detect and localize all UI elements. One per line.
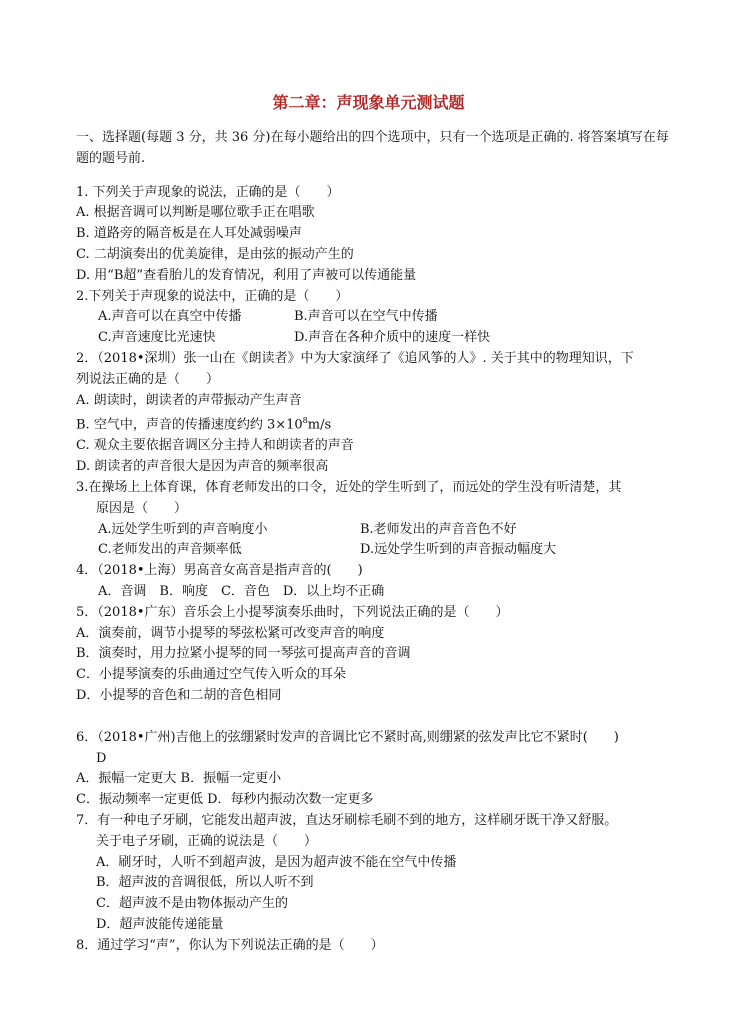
question-2a-option-b: B.声音可以在空气中传播: [294, 309, 438, 325]
question-3-option-c: C.老师发出的声音频率低: [98, 542, 242, 558]
question-4-options: A．音调 B．响度 C．音色 D．以上均不正确: [98, 584, 385, 600]
unit: m/s: [307, 417, 332, 433]
question-6-answer: D: [96, 750, 107, 766]
question-2b-stem-line1: 2．（2018•深圳）张一山在《朗读者》中为大家演绎了《追风筝的人》. 关于其中的物理知识，下: [76, 350, 634, 366]
question-1-stem: 1. 下列关于声现象的说法，正确的是（ ）: [76, 184, 340, 200]
page-title: 第二章：声现象单元测试题: [272, 93, 465, 112]
question-2b-stem-line2: 列说法正确的是（ ）: [76, 371, 220, 387]
question-4-stem: 4．（2018•上海）男高音女高音是指声音的( ): [76, 563, 363, 579]
question-1: [76, 183, 676, 287]
question-2b-option-b: [76, 411, 676, 436]
question-7-option-b: B．超声波的音调很低，所以人听不到: [96, 875, 314, 891]
question-4: [76, 561, 676, 603]
question-6-stem: 6．（2018•广州)吉他上的弦绷紧时发声的音调比它不紧时高,则绷紧的弦发声比它不紧时( ): [76, 729, 619, 745]
question-7: [76, 811, 676, 936]
question-7-option-d: D．超声波能传递能量: [96, 917, 224, 933]
question-3-stem-line1: 3.在操场上上体育课，体育老师发出的口令，近处的学生听到了，而远处的学生没有听清楚，其: [76, 480, 622, 496]
question-1-option-b: B. 道路旁的隔音板是在人耳处减弱噪声: [76, 226, 302, 242]
question-2b-option-c: C. 观众主要依据音调区分主持人和朗读者的声音: [76, 438, 354, 454]
question-5-option-c: C．小提琴演奏的乐曲通过空气传入听众的耳朵: [76, 667, 346, 683]
question-3-option-a: A.远处学生听到的声音响度小: [98, 521, 268, 537]
question-7-option-a: A．刷牙时，人听不到超声波，是因为超声波不能在空气中传播: [96, 854, 457, 870]
question-3-option-b: B.老师发出的声音音色不好: [360, 521, 517, 537]
question-2a-option-a: A.声音可以在真空中传播: [98, 309, 242, 325]
question-7-stem-line1: 7．有一种电子牙刷，它能发出超声波，直达牙刷棕毛刷不到的地方，这样刷牙既干净又舒服。: [76, 813, 618, 829]
question-8: [76, 936, 676, 957]
question-8-stem: 8．通过学习“声”，你认为下列说法正确的是（ ）: [76, 937, 384, 953]
question-1-option-d: D. 用“B超”查看胎儿的发育情况，利用了声被可以传通能量: [76, 267, 417, 283]
question-5-option-d: D．小提琴的音色和二胡的音色相同: [76, 688, 282, 704]
question-5-option-a: A．演奏前，调节小提琴的琴弦松紧可改变声音的响度: [76, 625, 385, 641]
question-2a: [76, 287, 676, 349]
question-3-option-d: D.远处学生听到的声音振动幅度大: [360, 542, 557, 558]
question-5-option-b: B．演奏时，用力拉紧小提琴的同一琴弦可提高声音的音调: [76, 646, 411, 662]
question-5: [76, 603, 676, 707]
question-3: [76, 478, 676, 561]
question-2b-option-a: A. 朗读时，朗读者的声带振动产生声音: [76, 392, 302, 408]
question-7-option-c: C．超声波不是由物体振动产生的: [96, 896, 288, 912]
question-7-stem-line2: 关于电子牙刷，正确的说法是（ ）: [96, 833, 318, 849]
question-2a-option-c: C.声音速度比光速快: [98, 330, 216, 346]
exponent: 8: [302, 416, 308, 426]
question-6: [76, 728, 676, 811]
question-2b-option-d: D. 朗读者的声音很大是因为声音的频率很高: [76, 459, 329, 475]
question-1-option-c: C. 二胡演奏出的优美旋律，是由弦的振动产生的: [76, 246, 354, 262]
question-5-stem: 5．（2018•广东）音乐会上小提琴演奏乐曲时，下列说法正确的是（ ）: [76, 604, 509, 620]
question-2b: [76, 349, 676, 478]
section-instructions: 一、选择题(每题 3 分，共 36 分)在每小题给出的四个选项中，只有一个选项是正确的. 将答案填写在每题的题号前.: [76, 130, 669, 166]
question-6-options-cd: C．振动频率一定更低 D．每秒内振动次数一定更多: [76, 792, 374, 808]
question-2a-stem: 2.下列关于声现象的说法中，正确的是（ ）: [76, 288, 349, 304]
document-body: [76, 128, 676, 957]
question-2a-option-d: D.声音在各种介质中的速度一样快: [294, 330, 491, 346]
question-3-stem-line2: 原因是（ ）: [96, 500, 188, 516]
question-1-option-a: A. 根据音调可以判断是哪位歌手正在唱歌: [76, 205, 315, 221]
question-2b-option-b-text: B. 空气中，声音的传播速度约约 3×10: [76, 417, 303, 433]
question-6-options-ab: A．振幅一定更大 B．振幅一定更小: [76, 771, 282, 787]
